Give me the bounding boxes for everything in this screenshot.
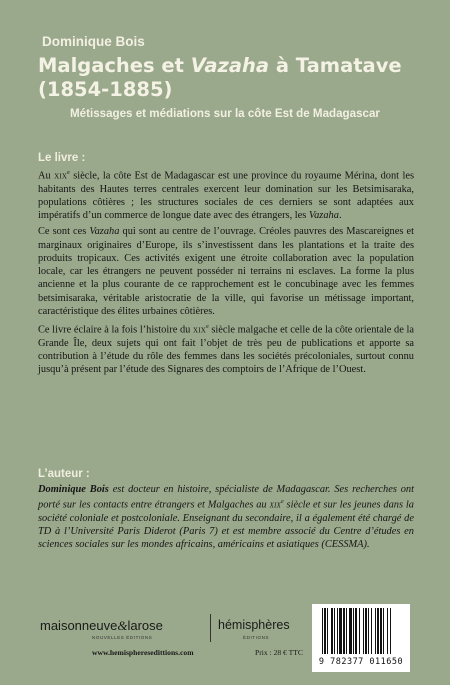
barcode-bar [327,608,328,654]
author-name: Dominique Bois [42,34,145,49]
barcode-bar [322,608,323,654]
publisher-divider [210,614,211,642]
isbn-barcode [312,604,410,672]
barcode-bar [337,608,338,654]
section-heading-auteur: L’auteur : [38,468,90,480]
publisher-subtitle-nouvelles-editions: NOUVELLES ÉDITIONS [92,635,153,640]
barcode-bar [380,608,382,654]
livre-paragraph-1: Au xix$^e$ siècle, la côte Est de Madagascar est une province du royaume Mérina, dont les habitants des Hautes terres centrales exercent leur domination sur les Betsimisaraka, populations côtières ; les structures sociales de ces derniers se sont adaptées aux impératifs d’un commerce de longue date avec des étrangers, les Vazaha. [38,170,414,222]
barcode-bar [390,608,391,654]
publisher-website: www.hemispheresedittions.com [92,648,194,657]
price-label: Prix : 28 € TTC [255,648,303,657]
barcode-bar [346,608,347,654]
barcode-bar [343,608,345,654]
barcode-bar [371,608,372,654]
barcode-bar [324,608,326,654]
isbn-number: 9 782377 011650 [318,657,404,667]
livre-paragraph-3: Ce livre éclaire à la fois l’histoire du xix$^e$ siècle malgache et celle de la côte orientale de la Grande Île, deux sujets qui ont fait l’objet de très peu de publications et apporte sa contribution à l’étude du rôle des femmes dans les sociétés précoloniales, surtout connu jusqu’à présent par l’étude des Signares des comptoirs de l’Afrique de l’Ouest. [38,324,414,376]
barcode-bars-icon [320,608,402,656]
livre-paragraph-2: Ce sont ces Vazaha qui sont au centre de l’ouvrage. Créoles pauvres des Mascareignes et marginaux originaires d’Europe, ils s’investissent dans les plantations et la traite des produits tropicaux. Ces activités exigent une étroite collaboration avec la population locale, car les étrangers ne peuvent posséder ni terrains ni esclaves. La forme la plus ancienne et la plus courante de ce rapprochement est le concubinage avec les femmes betsimisaraka, véritable aristocratie de la ville, qui favorise un métissage important, caractéristique des élites urbaines côtières. [38,226,414,317]
barcode-bar [349,608,352,654]
publisher-footer [0,600,450,685]
barcode-bar [375,608,376,654]
barcode-bar [383,608,384,654]
barcode-bar [334,608,335,654]
barcode-bar [359,608,360,654]
publisher-subtitle-editions: ÉDITIONS [243,635,270,640]
auteur-text [38,483,414,555]
barcode-bar [365,608,367,654]
livre-text [38,167,414,380]
barcode-bar [331,608,333,654]
publisher-logo-maisonneuve-larose: maisonneuve&larose [40,618,163,633]
barcode-bar [387,608,388,654]
barcode-bar [368,608,369,654]
book-subtitle: Métissages et médiations sur la côte Est de Madagascar [70,107,380,120]
barcode-bar [339,608,342,654]
barcode-bar [363,608,364,654]
auteur-paragraph: Dominique Bois est docteur en histoire, spécialiste de Madagascar. Ses recherches ont porté sur les contacts entre étrangers et Malgaches au xix$^e$ siècle et sur les jeunes dans la société coloniale et postcoloniale. Enseignant du secondaire, il a également été chargé de TD à l’Université Paris Diderot (Paris 7) et est membre associé du Centre d’études en sciences sociales sur les mondes africains, américains et asiatiques (CESSMA). [38,484,415,551]
book-title: Malgaches et Vazaha à Tamatave (1854-1885) [38,54,402,101]
section-heading-livre: Le livre : [38,152,86,164]
barcode-bar [353,608,354,654]
barcode-bar [377,608,379,654]
publisher-logo-hemispheres: hémisphères [218,618,290,632]
barcode-bar [355,608,357,654]
